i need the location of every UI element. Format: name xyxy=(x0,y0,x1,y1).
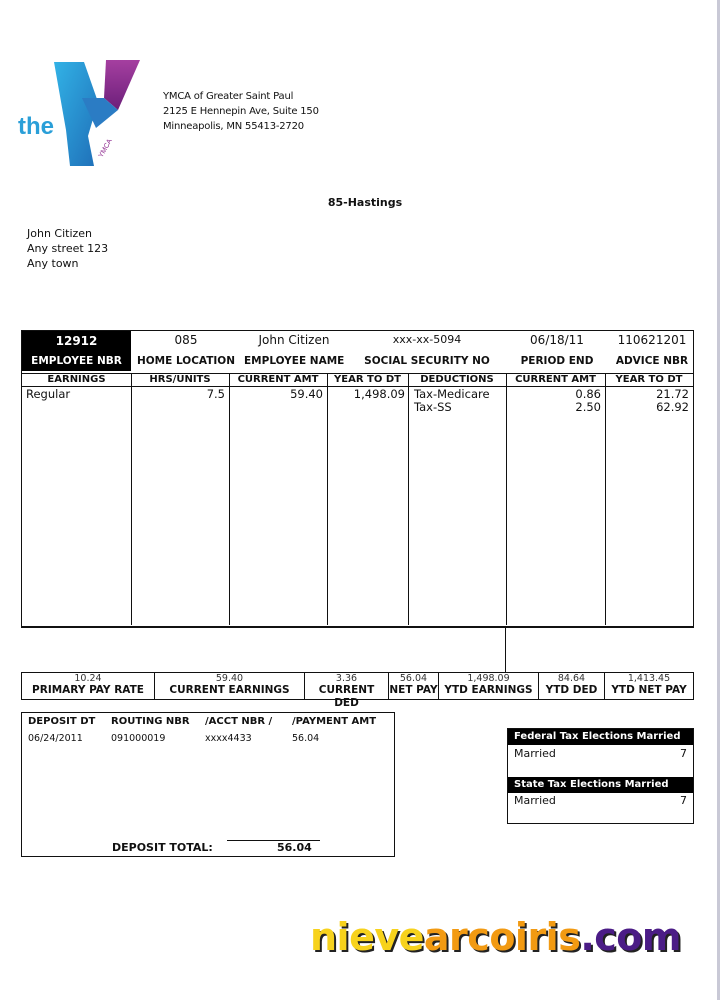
summary-ytd-earnings xyxy=(439,673,539,699)
federal-allowances: 7 xyxy=(680,747,687,760)
employer-name: YMCA of Greater Saint Paul xyxy=(163,91,294,102)
summary-label: CURRENT EARNINGS xyxy=(169,684,290,696)
summary-value: 10.24 xyxy=(74,673,102,684)
state-allowances: 7 xyxy=(680,794,687,807)
tax-elections xyxy=(507,728,694,824)
summary-value: 3.36 xyxy=(335,673,358,684)
state-tax-row xyxy=(514,794,687,807)
summary-label: CURRENT DED xyxy=(318,684,375,709)
period-end-value: 06/18/11 xyxy=(530,333,584,347)
employee-nbr-value: 12912 xyxy=(22,331,131,352)
connector-line xyxy=(505,628,506,672)
deduction-type: Tax-Medicare xyxy=(414,387,490,401)
employee-name-value: John Citizen xyxy=(258,333,330,347)
deduction-current: 0.86 xyxy=(575,387,601,401)
deduction-current: 2.50 xyxy=(575,400,601,414)
federal-tax-title: Federal Tax Elections Married xyxy=(508,729,693,745)
state-status: Married xyxy=(514,794,556,807)
logo-sub: YMCA xyxy=(97,137,114,159)
advice-nbr-label: ADVICE NBR xyxy=(615,355,689,367)
logo-text: the xyxy=(18,113,54,140)
routing-nbr-value: 091000019 xyxy=(111,733,166,744)
watermark-part: .com xyxy=(580,915,682,959)
ymca-logo xyxy=(18,58,148,170)
pay-summary xyxy=(21,672,694,709)
employee-nbr-label: EMPLOYEE NBR xyxy=(22,352,131,371)
summary-label: YTD EARNINGS xyxy=(444,684,533,696)
acct-nbr-header: /ACCT NBR / xyxy=(205,716,273,727)
state-tax-title: State Tax Elections Married xyxy=(508,777,693,793)
deduction-type: Tax-SS xyxy=(414,400,452,414)
deposit-dt-value: 06/24/2011 xyxy=(28,733,83,744)
federal-tax-row xyxy=(514,747,687,760)
summary-current-ded xyxy=(305,673,389,709)
deposit-dt-header: DEPOSIT DT xyxy=(28,716,96,727)
summary-primary-pay-rate xyxy=(22,673,155,699)
deposit-total-value: 56.04 xyxy=(277,841,312,854)
summary-value: 56.04 xyxy=(399,673,428,684)
col-ded-current-amt: CURRENT AMT xyxy=(506,373,605,387)
col-hrs-units: HRS/UNITS xyxy=(131,373,229,387)
recipient-address xyxy=(27,226,108,271)
summary-ytd-ded xyxy=(539,673,605,699)
employer-street: 2125 E Hennepin Ave, Suite 150 xyxy=(163,106,319,117)
divider xyxy=(408,373,409,625)
watermark-part: nieve xyxy=(310,915,424,959)
earning-type: Regular xyxy=(26,387,71,401)
summary-value: 1,498.09 xyxy=(467,673,510,684)
col-deductions: DEDUCTIONS xyxy=(408,373,506,387)
col-ded-year-to-dt: YEAR TO DT xyxy=(605,373,693,387)
federal-status: Married xyxy=(514,747,556,760)
home-location-label: HOME LOCATION xyxy=(136,355,236,367)
deduction-ytd: 21.72 xyxy=(656,387,689,401)
recipient-name: John Citizen xyxy=(27,227,93,240)
earning-ytd: 1,498.09 xyxy=(353,387,405,401)
ssn-value: xxx-xx-5094 xyxy=(392,333,462,346)
summary-label: YTD DED xyxy=(545,684,598,696)
earning-current: 59.40 xyxy=(290,387,323,401)
summary-net-pay xyxy=(389,673,439,699)
summary-label: NET PAY xyxy=(389,684,438,696)
earning-hrs: 7.5 xyxy=(206,387,225,401)
advice-nbr-value: 110621201 xyxy=(617,333,687,347)
col-current-amt: CURRENT AMT xyxy=(229,373,327,387)
summary-value: 59.40 xyxy=(215,673,244,684)
summary-label: YTD NET PAY xyxy=(611,684,687,696)
divider xyxy=(131,373,132,625)
period-end-label: PERIOD END xyxy=(520,355,594,367)
recipient-street: Any street 123 xyxy=(27,242,109,255)
divider xyxy=(229,373,230,625)
payment-amt-header: /PAYMENT AMT xyxy=(292,716,377,727)
earnings-deductions-table xyxy=(21,330,694,628)
branch-title: 85-Hastings xyxy=(327,196,403,209)
deposit-total-label: DEPOSIT TOTAL: xyxy=(112,841,213,854)
summary-value: 1,413.45 xyxy=(627,673,671,684)
employer-city: Minneapolis, MN 55413-2720 xyxy=(163,121,304,132)
watermark-logo xyxy=(310,915,681,959)
routing-nbr-header: ROUTING NBR xyxy=(111,716,190,727)
employer-address xyxy=(163,89,319,134)
summary-value: 84.64 xyxy=(557,673,586,684)
divider xyxy=(327,373,328,625)
col-year-to-dt: YEAR TO DT xyxy=(327,373,408,387)
summary-label: PRIMARY PAY RATE xyxy=(32,684,144,696)
deduction-ytd: 62.92 xyxy=(656,400,689,414)
ssn-label: SOCIAL SECURITY NO xyxy=(364,355,490,367)
employee-name-label: EMPLOYEE NAME xyxy=(244,355,345,367)
home-location-value: 085 xyxy=(174,333,198,347)
watermark-part: arcoiris xyxy=(423,915,581,959)
recipient-town: Any town xyxy=(27,257,79,270)
acct-nbr-value: xxxx4433 xyxy=(205,733,252,744)
payment-amt-value: 56.04 xyxy=(292,733,320,744)
summary-current-earnings xyxy=(155,673,305,699)
col-earnings: EARNINGS xyxy=(22,373,131,387)
deposit-info xyxy=(21,712,395,857)
summary-ytd-net-pay xyxy=(605,673,693,699)
